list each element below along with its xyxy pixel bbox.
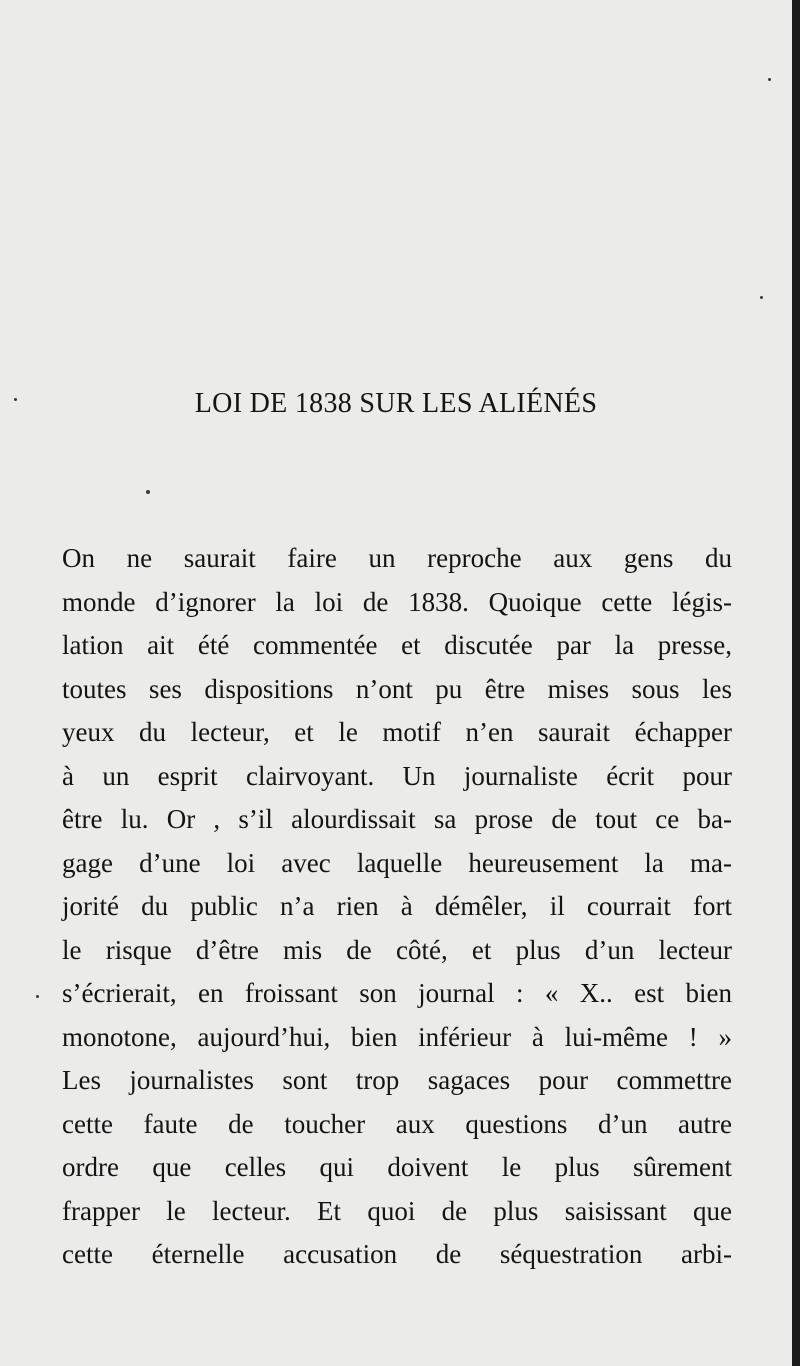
text-line: ordre que celles qui doivent le plus sûrement [62, 1152, 732, 1182]
text-line: s’écrierait, en froissant son journal : « X.. est bien [62, 978, 732, 1008]
text-line: le risque d’être mis de côté, et plus d’un lecteur [62, 934, 732, 965]
body-paragraph [62, 537, 732, 1277]
text-line: frapper le lecteur. Et quoi de plus saisissant que [62, 1195, 732, 1226]
text-line: toutes ses dispositions n’ont pu être mises sous les [62, 673, 732, 704]
text-line: à un esprit clairvoyant. Un journaliste écrit pour [62, 760, 732, 791]
text-line: Les journalistes sont trop sagaces pour commettre [62, 1065, 732, 1095]
text-line: être lu. Or , s’il alourdissait sa prose de tout ce ba- [62, 804, 732, 834]
text-line: monotone, aujourd’hui, bien inférieur à lui-même ! » [62, 1021, 732, 1052]
ink-speck [760, 296, 763, 299]
text-line: cette faute de toucher aux questions d’un autre [62, 1108, 732, 1139]
text-line: On ne saurait faire un reproche aux gens du [62, 543, 732, 573]
ink-speck [14, 398, 17, 401]
ink-speck [146, 490, 150, 494]
ink-speck [36, 995, 39, 998]
text-line: gage d’une loi avec laquelle heureusement la ma- [62, 847, 732, 878]
text-line: yeux du lecteur, et le motif n’en saurait échapper [62, 717, 732, 747]
chapter-heading: LOI DE 1838 SUR LES ALIÉNÉS [194, 388, 598, 419]
text-line: lation ait été commentée et discutée par la presse, [62, 630, 732, 660]
text-line: cette éternelle accusation de séquestration arbi- [62, 1239, 732, 1269]
ink-speck [768, 78, 771, 81]
text-line: monde d’ignorer la loi de 1838. Quoique cette légis- [62, 586, 732, 617]
text-line: jorité du public n’a rien à démêler, il courrait fort [62, 891, 732, 921]
show-through-text [58, 24, 738, 67]
